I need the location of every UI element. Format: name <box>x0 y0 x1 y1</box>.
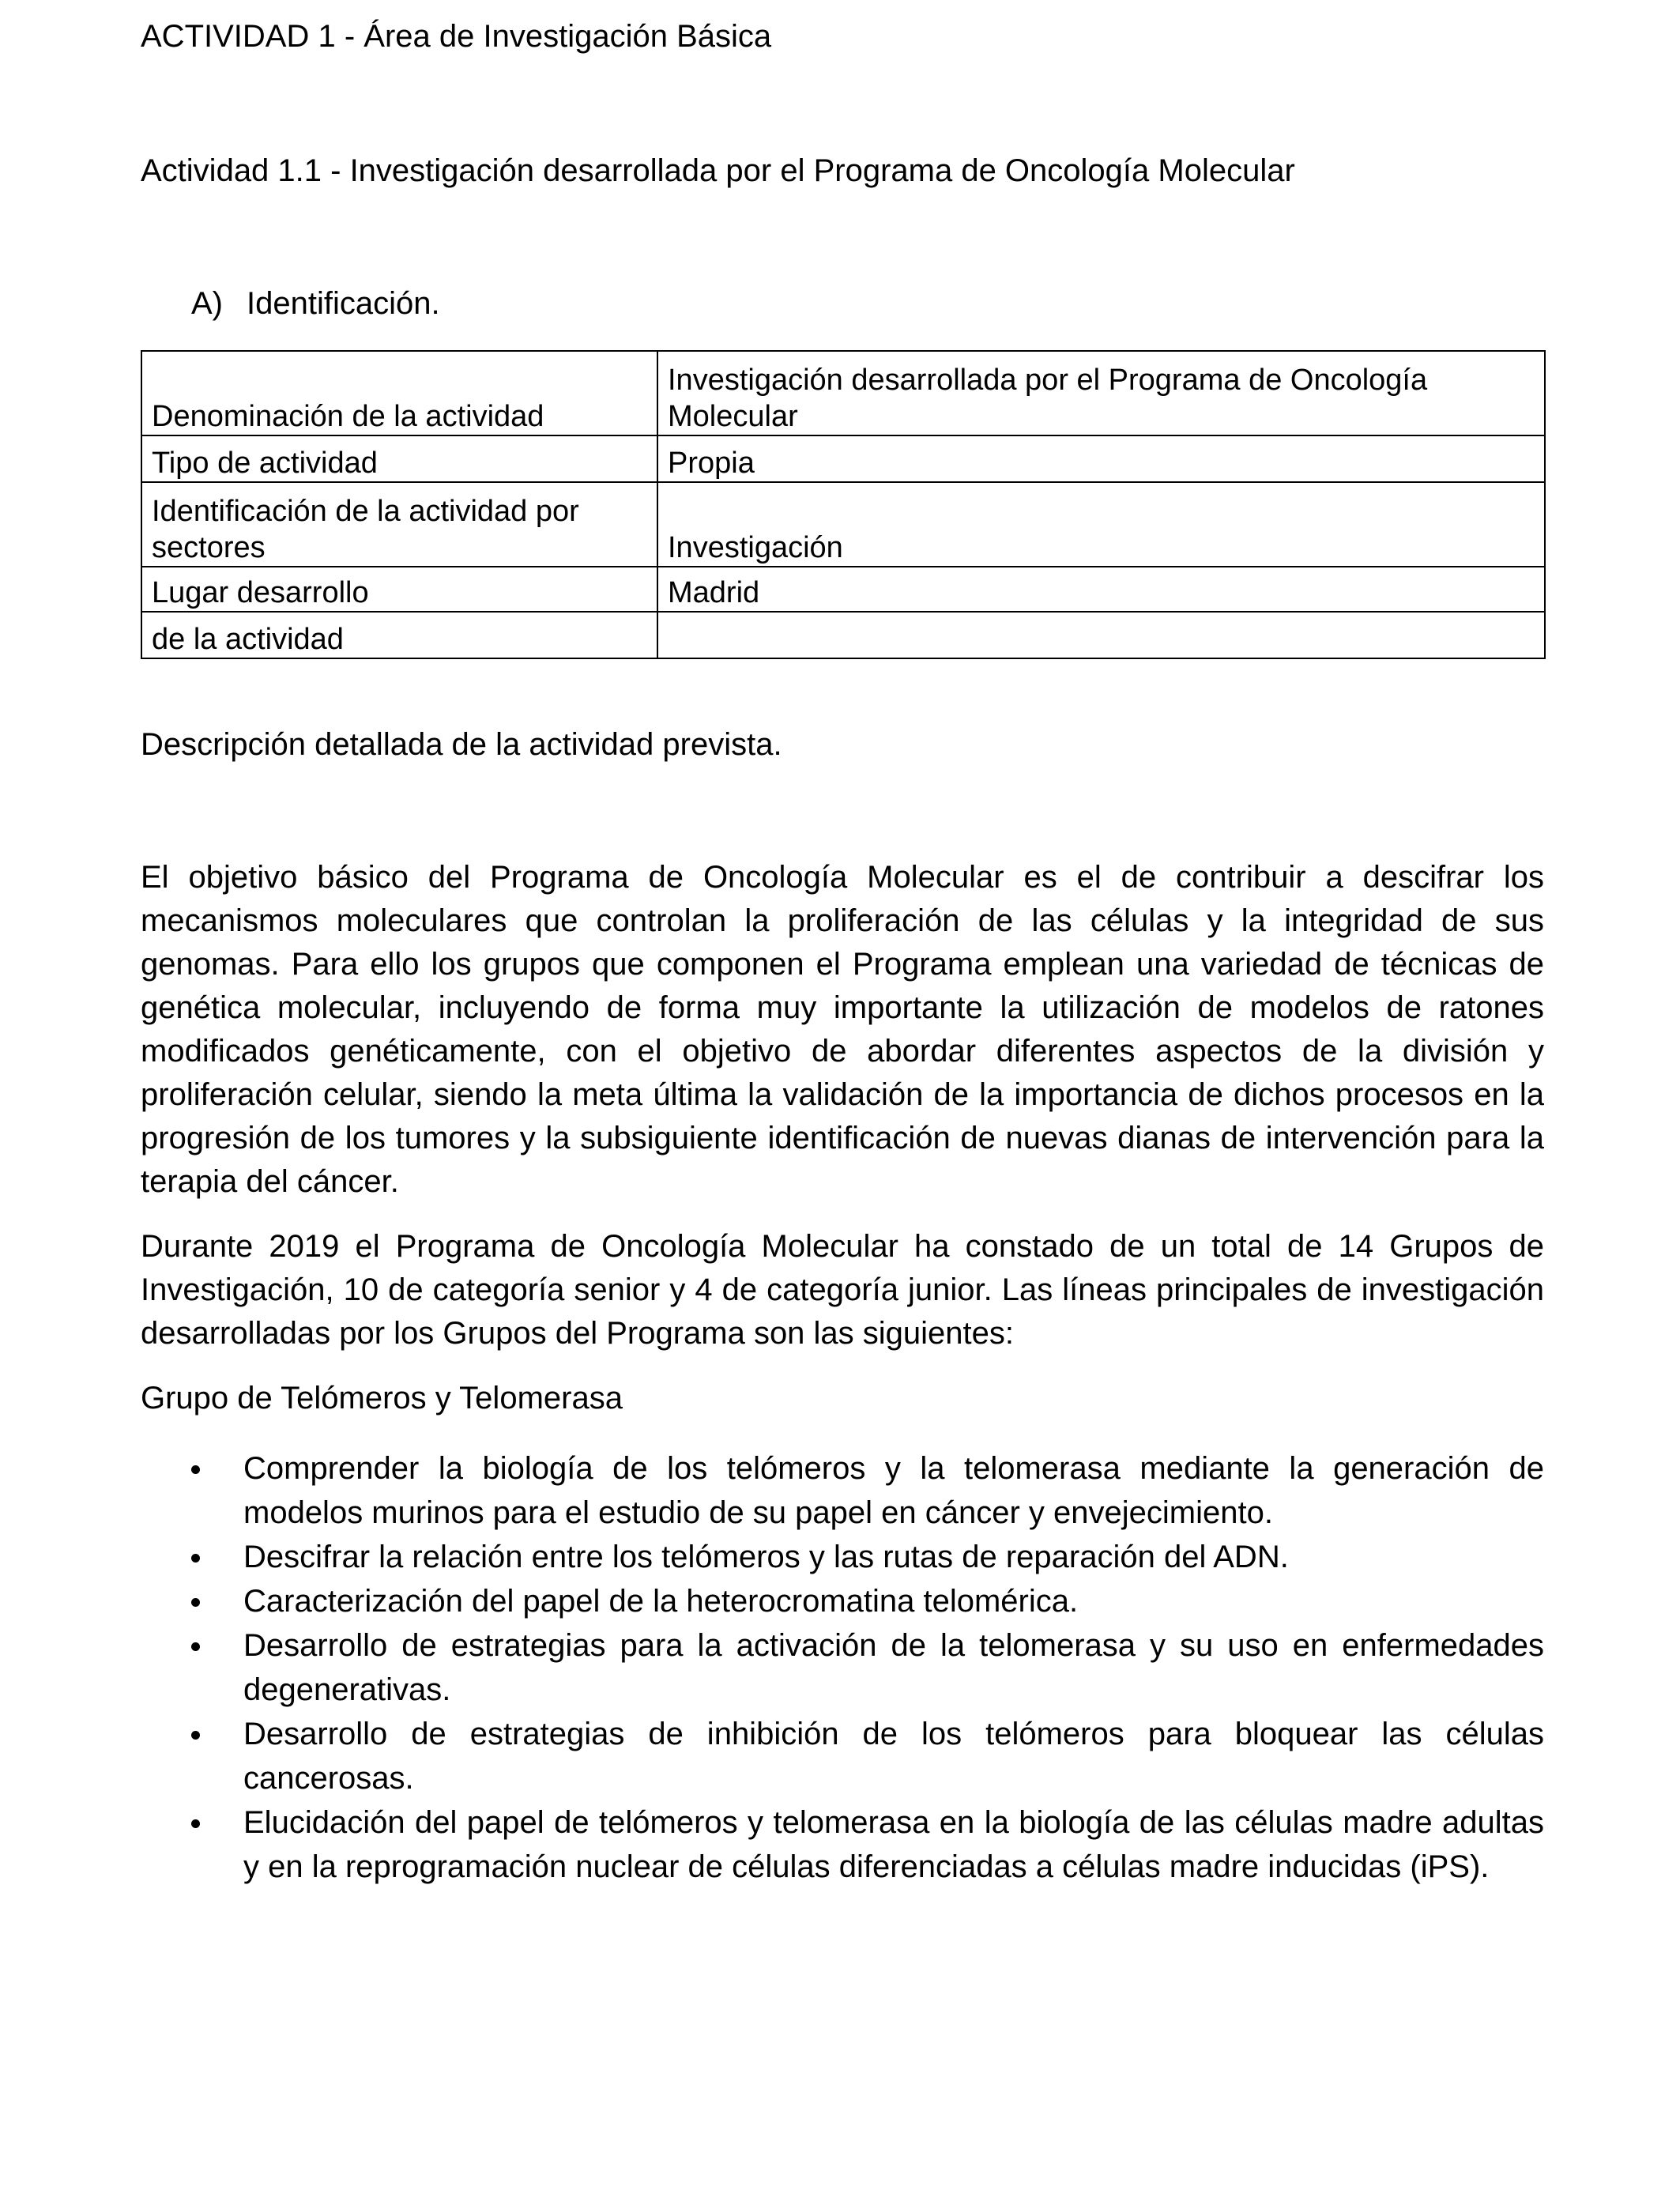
list-item <box>141 1579 1544 1623</box>
table-row <box>141 567 1545 612</box>
list-item <box>141 1623 1544 1712</box>
table-row-label: Denominación de la actividad <box>141 351 657 435</box>
list-item <box>141 1800 1544 1889</box>
bullet-icon <box>191 1598 200 1607</box>
table-row <box>141 612 1545 658</box>
table-row-label: Identificación de la actividad por sectores <box>141 482 657 567</box>
section-a-marker: A) <box>191 286 223 321</box>
activity-heading: ACTIVIDAD 1 - Área de Investigación Básica <box>141 19 772 54</box>
table-row-label: Lugar desarrollo <box>141 567 657 612</box>
table-row-value: Investigación desarrollada por el Programa de Oncología Molecular <box>657 351 1545 435</box>
groups-paragraph: Durante 2019 el Programa de Oncología Molecular ha constado de un total de 14 Grupos de Investigación, 10 de categoría senior y 4 de categoría junior. Las líneas principales de investigación desarrolladas por los Grupos del Programa son las siguientes: <box>141 1229 1544 1351</box>
table-row <box>141 482 1545 567</box>
description-heading: Descripción detallada de la actividad prevista. <box>141 727 782 762</box>
table-row <box>141 351 1545 435</box>
list-item-text: Desarrollo de estrategias de inhibición de los telómeros para bloquear las células cancerosas. <box>243 1717 1544 1796</box>
list-item-text: Desarrollo de estrategias para la activación de la telomerasa y su uso en enfermedades degenerativas. <box>243 1628 1544 1707</box>
group-title: Grupo de Telómeros y Telomerasa <box>141 1381 623 1416</box>
subactivity-heading: Actividad 1.1 - Investigación desarrollada por el Programa de Oncología Molecular <box>141 153 1295 188</box>
section-a-heading <box>191 285 440 322</box>
bullet-icon <box>191 1731 200 1740</box>
table-row <box>141 435 1545 482</box>
list-item <box>141 1712 1544 1800</box>
list-item-text: Elucidación del papel de telómeros y telomerasa en la biología de las células madre adultas y en la reprogramación nuclear de células diferenciadas a células madre inducidas (iPS). <box>243 1805 1544 1884</box>
identification-table <box>141 350 1546 659</box>
bullet-icon <box>191 1819 200 1828</box>
table-row-label: Tipo de actividad <box>141 435 657 482</box>
list-item-text: Descifrar la relación entre los telómeros y las rutas de reparación del ADN. <box>243 1540 1289 1574</box>
list-item <box>141 1535 1544 1579</box>
list-item-text: Comprender la biología de los telómeros y la telomerasa mediante la generación de modelos murinos para el estudio de su papel en cáncer y envejecimiento. <box>243 1451 1544 1530</box>
bullet-icon <box>191 1642 200 1651</box>
table-row-value <box>657 612 1545 658</box>
list-item <box>141 1446 1544 1535</box>
table-row-value: Investigación <box>657 482 1545 567</box>
bullet-icon <box>191 1465 200 1474</box>
table-row-value: Propia <box>657 435 1545 482</box>
bullet-icon <box>191 1554 200 1563</box>
section-a-title: Identificación. <box>247 286 440 321</box>
group-bullet-list <box>141 1446 1544 1889</box>
table-row-label: de la actividad <box>141 612 657 658</box>
table-row-value: Madrid <box>657 567 1545 612</box>
intro-paragraph: El objetivo básico del Programa de Oncología Molecular es el de contribuir a descifrar los mecanismos moleculares que controlan la proliferación de las células y la integridad de sus genomas. Para ello los grupos que componen el Programa emplean una variedad de técnicas de genética molecular, incluyendo de forma muy importante la utilización de modelos de ratones modificados genéticamente, con el objetivo de abordar diferentes aspectos de la división y proliferación celular, siendo la meta última la validación de la importancia de dichos procesos en la progresión de los tumores y la subsiguiente identificación de nuevas dianas de intervención para la terapia del cáncer. <box>141 860 1544 1199</box>
list-item-text: Caracterización del papel de la heterocromatina telomérica. <box>243 1584 1079 1619</box>
